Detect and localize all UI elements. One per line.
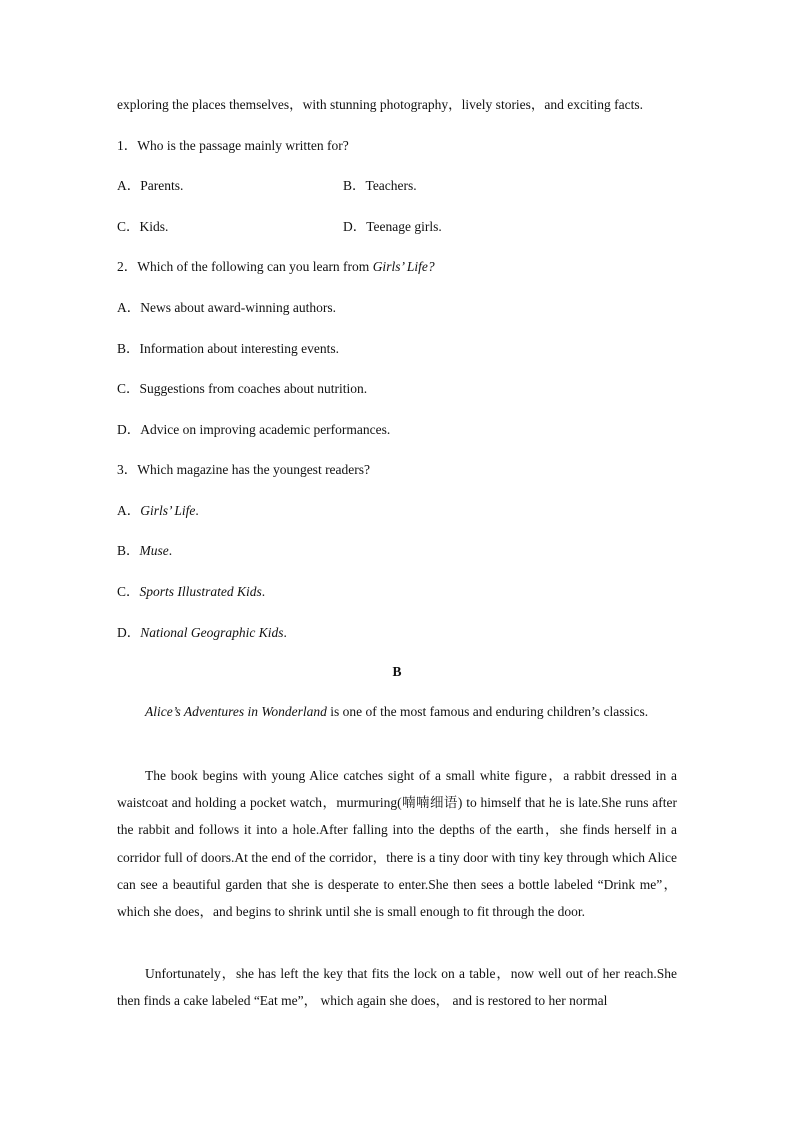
option-text: Suggestions from coaches about nutrition. <box>139 381 368 396</box>
paragraph-text: is one of the most famous and enduring children’s classics. <box>326 704 649 719</box>
option-a <box>117 178 183 194</box>
question-3 <box>117 462 370 478</box>
question-number: 2． <box>117 259 138 274</box>
option-label: C． <box>117 584 140 599</box>
question-stem: Which magazine has the youngest readers? <box>137 462 371 477</box>
question-number: 3． <box>117 462 138 477</box>
option-c <box>117 584 265 600</box>
option-label: C． <box>117 381 140 396</box>
option-label: D． <box>343 219 367 234</box>
option-text: Parents. <box>140 178 184 193</box>
option-label: B． <box>117 341 140 356</box>
option-text: Advice on improving academic performances. <box>140 422 391 437</box>
question-1 <box>117 138 349 154</box>
option-label: B． <box>343 178 366 193</box>
option-b <box>117 543 172 559</box>
option-label: B． <box>117 543 140 558</box>
option-a <box>117 300 336 316</box>
option-label: D． <box>117 422 141 437</box>
option-label: C． <box>117 219 140 234</box>
intro-line: exploring the places themselves，with stunning photography，lively stories，and exciting facts. <box>117 97 644 112</box>
option-c <box>117 219 168 235</box>
question-stem: Who is the passage mainly written for? <box>137 138 349 153</box>
option-a <box>117 503 199 519</box>
option-b <box>343 178 417 194</box>
question-stem: Which of the following can you learn from <box>137 259 373 274</box>
option-text: National Geographic Kids <box>140 625 284 640</box>
question-2 <box>117 259 435 275</box>
option-label: A． <box>117 503 141 518</box>
option-d <box>117 422 390 438</box>
option-text: Information about interesting events. <box>139 341 339 356</box>
option-text: Kids. <box>139 219 169 234</box>
option-suffix: . <box>261 584 266 599</box>
option-suffix: . <box>283 625 287 640</box>
book-title: Alice’s Adventures in Wonderland <box>145 704 327 719</box>
option-suffix: . <box>168 543 173 558</box>
option-suffix: . <box>195 503 199 518</box>
option-text: Girls’ Life <box>140 503 196 518</box>
option-b <box>117 341 339 357</box>
passage-paragraph-1 <box>117 698 677 725</box>
passage-paragraph-3: Unfortunately，she has left the key that fits the lock on a table，now well out of her reach.She then finds a cake labeled “Eat me”， which again she does， and is restored to her normal <box>117 966 677 1009</box>
option-text: Teenage girls. <box>366 219 442 234</box>
option-label: A． <box>117 300 141 315</box>
option-text: Muse <box>139 543 169 558</box>
option-label: A． <box>117 178 141 193</box>
option-label: D． <box>117 625 141 640</box>
option-text: Sports Illustrated Kids <box>139 584 262 599</box>
section-heading: B <box>392 664 402 679</box>
option-text: Teachers. <box>365 178 417 193</box>
passage-paragraph-2: The book begins with young Alice catches sight of a small white figure，a rabbit dressed in a waistcoat and holding a pocket watch，murmuring(喃喃细语) to himself that he is late.She runs after the rabbit and follows it into a hole.After falling into the depths of the earth，she finds herself in a corridor full of doors.At the end of the corridor，there is a tiny door with tiny key through which Alice can see a beautiful garden that she is desperate to enter.She then sees a bottle labeled “Drink me”，which she does，and begins to shrink until she is small enough to fit through the door. <box>117 768 677 920</box>
option-c <box>117 381 367 397</box>
question-number: 1． <box>117 138 138 153</box>
option-text: News about award-winning authors. <box>140 300 336 315</box>
option-d <box>117 625 287 641</box>
option-d <box>343 219 442 235</box>
magazine-title: Girls’ Life? <box>372 259 435 274</box>
